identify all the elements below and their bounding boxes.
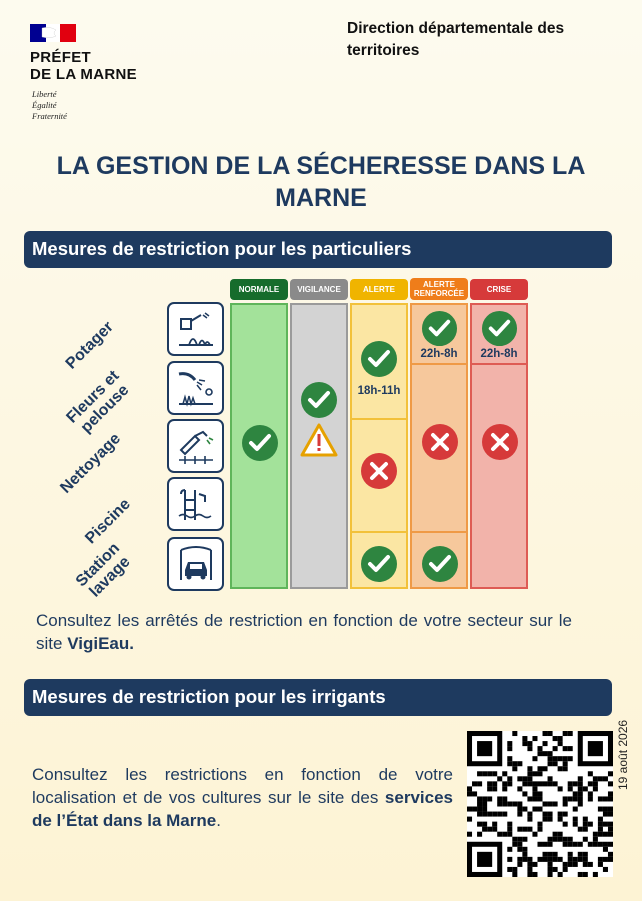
- check-icon: [360, 340, 398, 378]
- check-icon: [300, 381, 338, 419]
- garden-hose-icon: [175, 368, 217, 408]
- row-label-station-lavage: Station lavage: [72, 539, 134, 601]
- pool-shower-icon: [175, 484, 217, 524]
- vigieau-link[interactable]: VigiEau.: [67, 634, 134, 653]
- cross-icon: [421, 423, 459, 461]
- level-alerte: ALERTE: [350, 279, 408, 300]
- renforcee-time: 22h-8h: [420, 348, 458, 360]
- qr-code[interactable]: [467, 731, 613, 877]
- motto-liberte: Liberté: [32, 89, 57, 99]
- motto-egalite: Égalité: [32, 100, 57, 110]
- row-label-fleurs: Fleurs et pelouse: [63, 367, 133, 437]
- particuliers-consult-text: [36, 609, 572, 655]
- direction-name: Direction départementale des territoires: [347, 20, 565, 59]
- row-label-nettoyage: Nettoyage: [57, 430, 125, 497]
- pressure-washer-icon: [175, 426, 217, 466]
- alerte-separator-1: [350, 418, 408, 420]
- check-icon: [421, 545, 459, 583]
- level-crise: CRISE: [470, 279, 528, 300]
- piscine-row-icon: [167, 477, 224, 531]
- prefet-line1: PRÉFET: [30, 49, 91, 66]
- fleurs-row-icon: [167, 361, 224, 415]
- section-particuliers-title: Mesures de restriction pour les particuliers: [24, 231, 612, 268]
- alerte-separator-2: [350, 531, 408, 533]
- page-title: LA GESTION DE LA SÉCHERESSE DANS LA MARNE: [56, 152, 586, 212]
- crise-separator-1: [470, 363, 528, 365]
- level-vigilance: VIGILANCE: [290, 279, 348, 300]
- irrigants-consult-end: .: [216, 811, 221, 830]
- level-alerte-renforcee-label: ALERTE RENFORCÉE: [413, 280, 465, 298]
- car-wash-icon: [175, 544, 217, 584]
- section-irrigants-title: Mesures de restriction pour les irrigants: [24, 679, 612, 716]
- potager-row-icon: [167, 302, 224, 356]
- services-etat-link[interactable]: services de l’État dans la Marne: [32, 788, 453, 830]
- cross-icon: [360, 452, 398, 490]
- station-lavage-row-icon: [167, 537, 224, 591]
- check-icon: [241, 424, 279, 462]
- row-label-potager: Potager: [62, 318, 117, 373]
- check-icon: [481, 310, 518, 347]
- renforcee-separator-1: [410, 363, 468, 365]
- irrigants-consult-text: [32, 763, 453, 832]
- publication-date: 19 août 2026: [616, 719, 630, 790]
- crise-time: 22h-8h: [480, 348, 518, 360]
- motto-fraternite: Fraternité: [32, 111, 67, 121]
- warning-icon: [300, 422, 338, 458]
- check-icon: [360, 545, 398, 583]
- row-label-piscine: Piscine: [82, 495, 134, 548]
- watering-can-icon: [175, 309, 217, 349]
- level-alerte-renforcee: [410, 278, 468, 300]
- nettoyage-row-icon: [167, 419, 224, 473]
- check-icon: [421, 310, 458, 347]
- irrigants-consult-body: Consultez les restrictions en fonction de votre localisation et de vos cultures sur le site des: [32, 765, 453, 807]
- prefet-line2: DE LA MARNE: [30, 66, 137, 83]
- prefet-title: [30, 49, 137, 83]
- republic-marianne-logo: [30, 24, 76, 42]
- cross-icon: [481, 423, 519, 461]
- alerte-time: 18h-11h: [357, 385, 401, 397]
- level-normale: NORMALE: [230, 279, 288, 300]
- particuliers-consult-body: Consultez les arrêtés de restriction en fonction de votre secteur sur le site: [36, 611, 572, 653]
- renforcee-separator-2: [410, 531, 468, 533]
- republic-motto: [32, 89, 67, 122]
